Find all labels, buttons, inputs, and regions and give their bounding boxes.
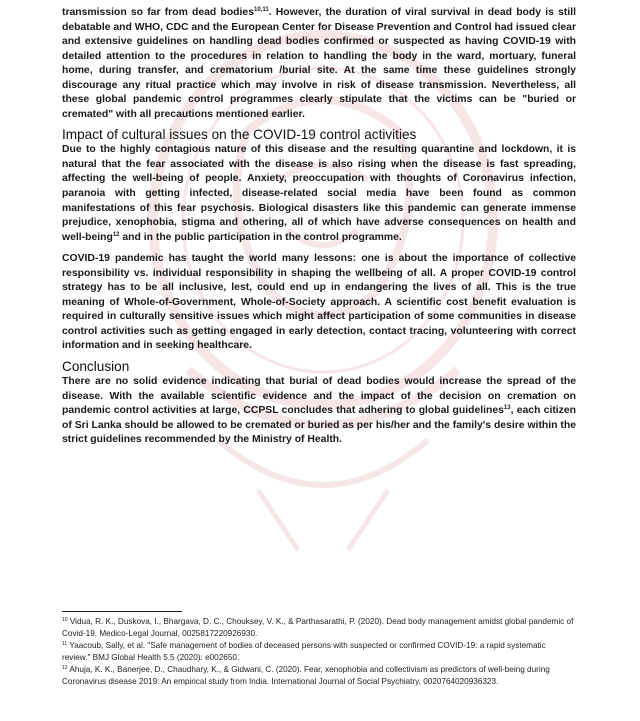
footnote: $^{12}$ Ahuja, K. K., Banerjee, D., Chaudhary, K., & Gidwani, C. (2020). Fear, xenophobia and collectivism as predictors of well-being during Coronavirus disease 2019: An empirical study from India. International Journal of Social Psychiatry, 0020764020936323. — [62, 665, 550, 686]
footnote-ref: 10,11 — [253, 7, 269, 13]
footnotes — [62, 616, 576, 689]
footnote-ref: 13 — [503, 405, 511, 412]
page-body — [62, 6, 576, 448]
intro-paragraph: transmission so far from dead bodies$^{10,11}$. However, the duration of viral survival in dead body is still debatable and WHO, CDC and the European Center for Disease Prevention and Control had issued clear and extensive guidelines on handling dead bodies confirmed or suspected as having COVID-19 with detailed attention to the procedures in relation to handling the body in the ward, mortuary, funeral home, during transfer, and crematorium /burial site. At the same time these guidelines strongly discourage any ritual practice which may involve in risk of disease transmission. Nevertheless, all these global pandemic control programmes clearly stipulate that the victims can be "buried or cremated" with all precautions mentioned earlier. — [62, 7, 577, 120]
footnote-divider — [62, 611, 182, 612]
conclusion-paragraph: There are no solid evidence indicating that burial of dead bodies would increase the spread of the disease. With the available scientific evidence and the impact of the decision on cremation on pandemic control activities at large, CCPSL concludes that adhering to global guidelines$^{13}$, each citizen of Sri Lanka should be allowed to be cremated or buried as per his/her and the family's desire within the strict guidelines recommended by the Ministry of Health. — [62, 376, 576, 446]
cultural-paragraph-2: COVID-19 pandemic has taught the world many lessons: one is about the importance of collective responsibility vs. individual responsibility in shaping the wellbeing of all. A proper COVID-19 control strategy has to be all inclusive, lest, could end up in endangering the lives of all. This is the true meaning of Whole-of-Government, Whole-of-Society approach. A scientific cost benefit evaluation is required in culturally sensitive issues which might affect participation of some communities in disease control activities such as getting engaged in early detection, contact tracing, volunteering with correct information and in seeking healthcare. — [62, 253, 576, 352]
section-heading-cultural: Impact of cultural issues on the COVID-19 control activities — [62, 127, 417, 143]
footnote-ref: 12 — [112, 231, 120, 238]
footnote: $^{11}$ Yaacoub, Sally, et al. "Safe management of bodies of deceased persons with suspected or confirmed COVID-19: a rapid systematic review." BMJ Global Health 5.5 (2020): e002650. — [62, 641, 546, 662]
footnote: $^{10}$ Vidua, R. K., Duskova, I., Bhargava, D. C., Chouksey, V. K., & Parthasarathi, P. (2020). Dead body management amidst global pandemic of Covid-19. Medico-Legal Journal, 0025817220926930. — [62, 617, 574, 638]
section-heading-conclusion: Conclusion — [62, 359, 130, 375]
cultural-paragraph-1: Due to the highly contagious nature of this disease and the resulting quarantine and lockdown, it is natural that the fear associated with the disease is also rising when the disease is fast spreading, affecting the well-being of people. Anxiety, preoccupation with thoughts of Coronavirus infection, paranoia with getting infected, disease-related social media have been found as common manifestations of this fear psychosis. Biological disasters like this pandemic can generate immense prejudice, xenophobia, stigma and othering, all of which have adverse consequences on health and well-being$^{12}$ and in the public participation in the control programme. — [62, 144, 576, 243]
